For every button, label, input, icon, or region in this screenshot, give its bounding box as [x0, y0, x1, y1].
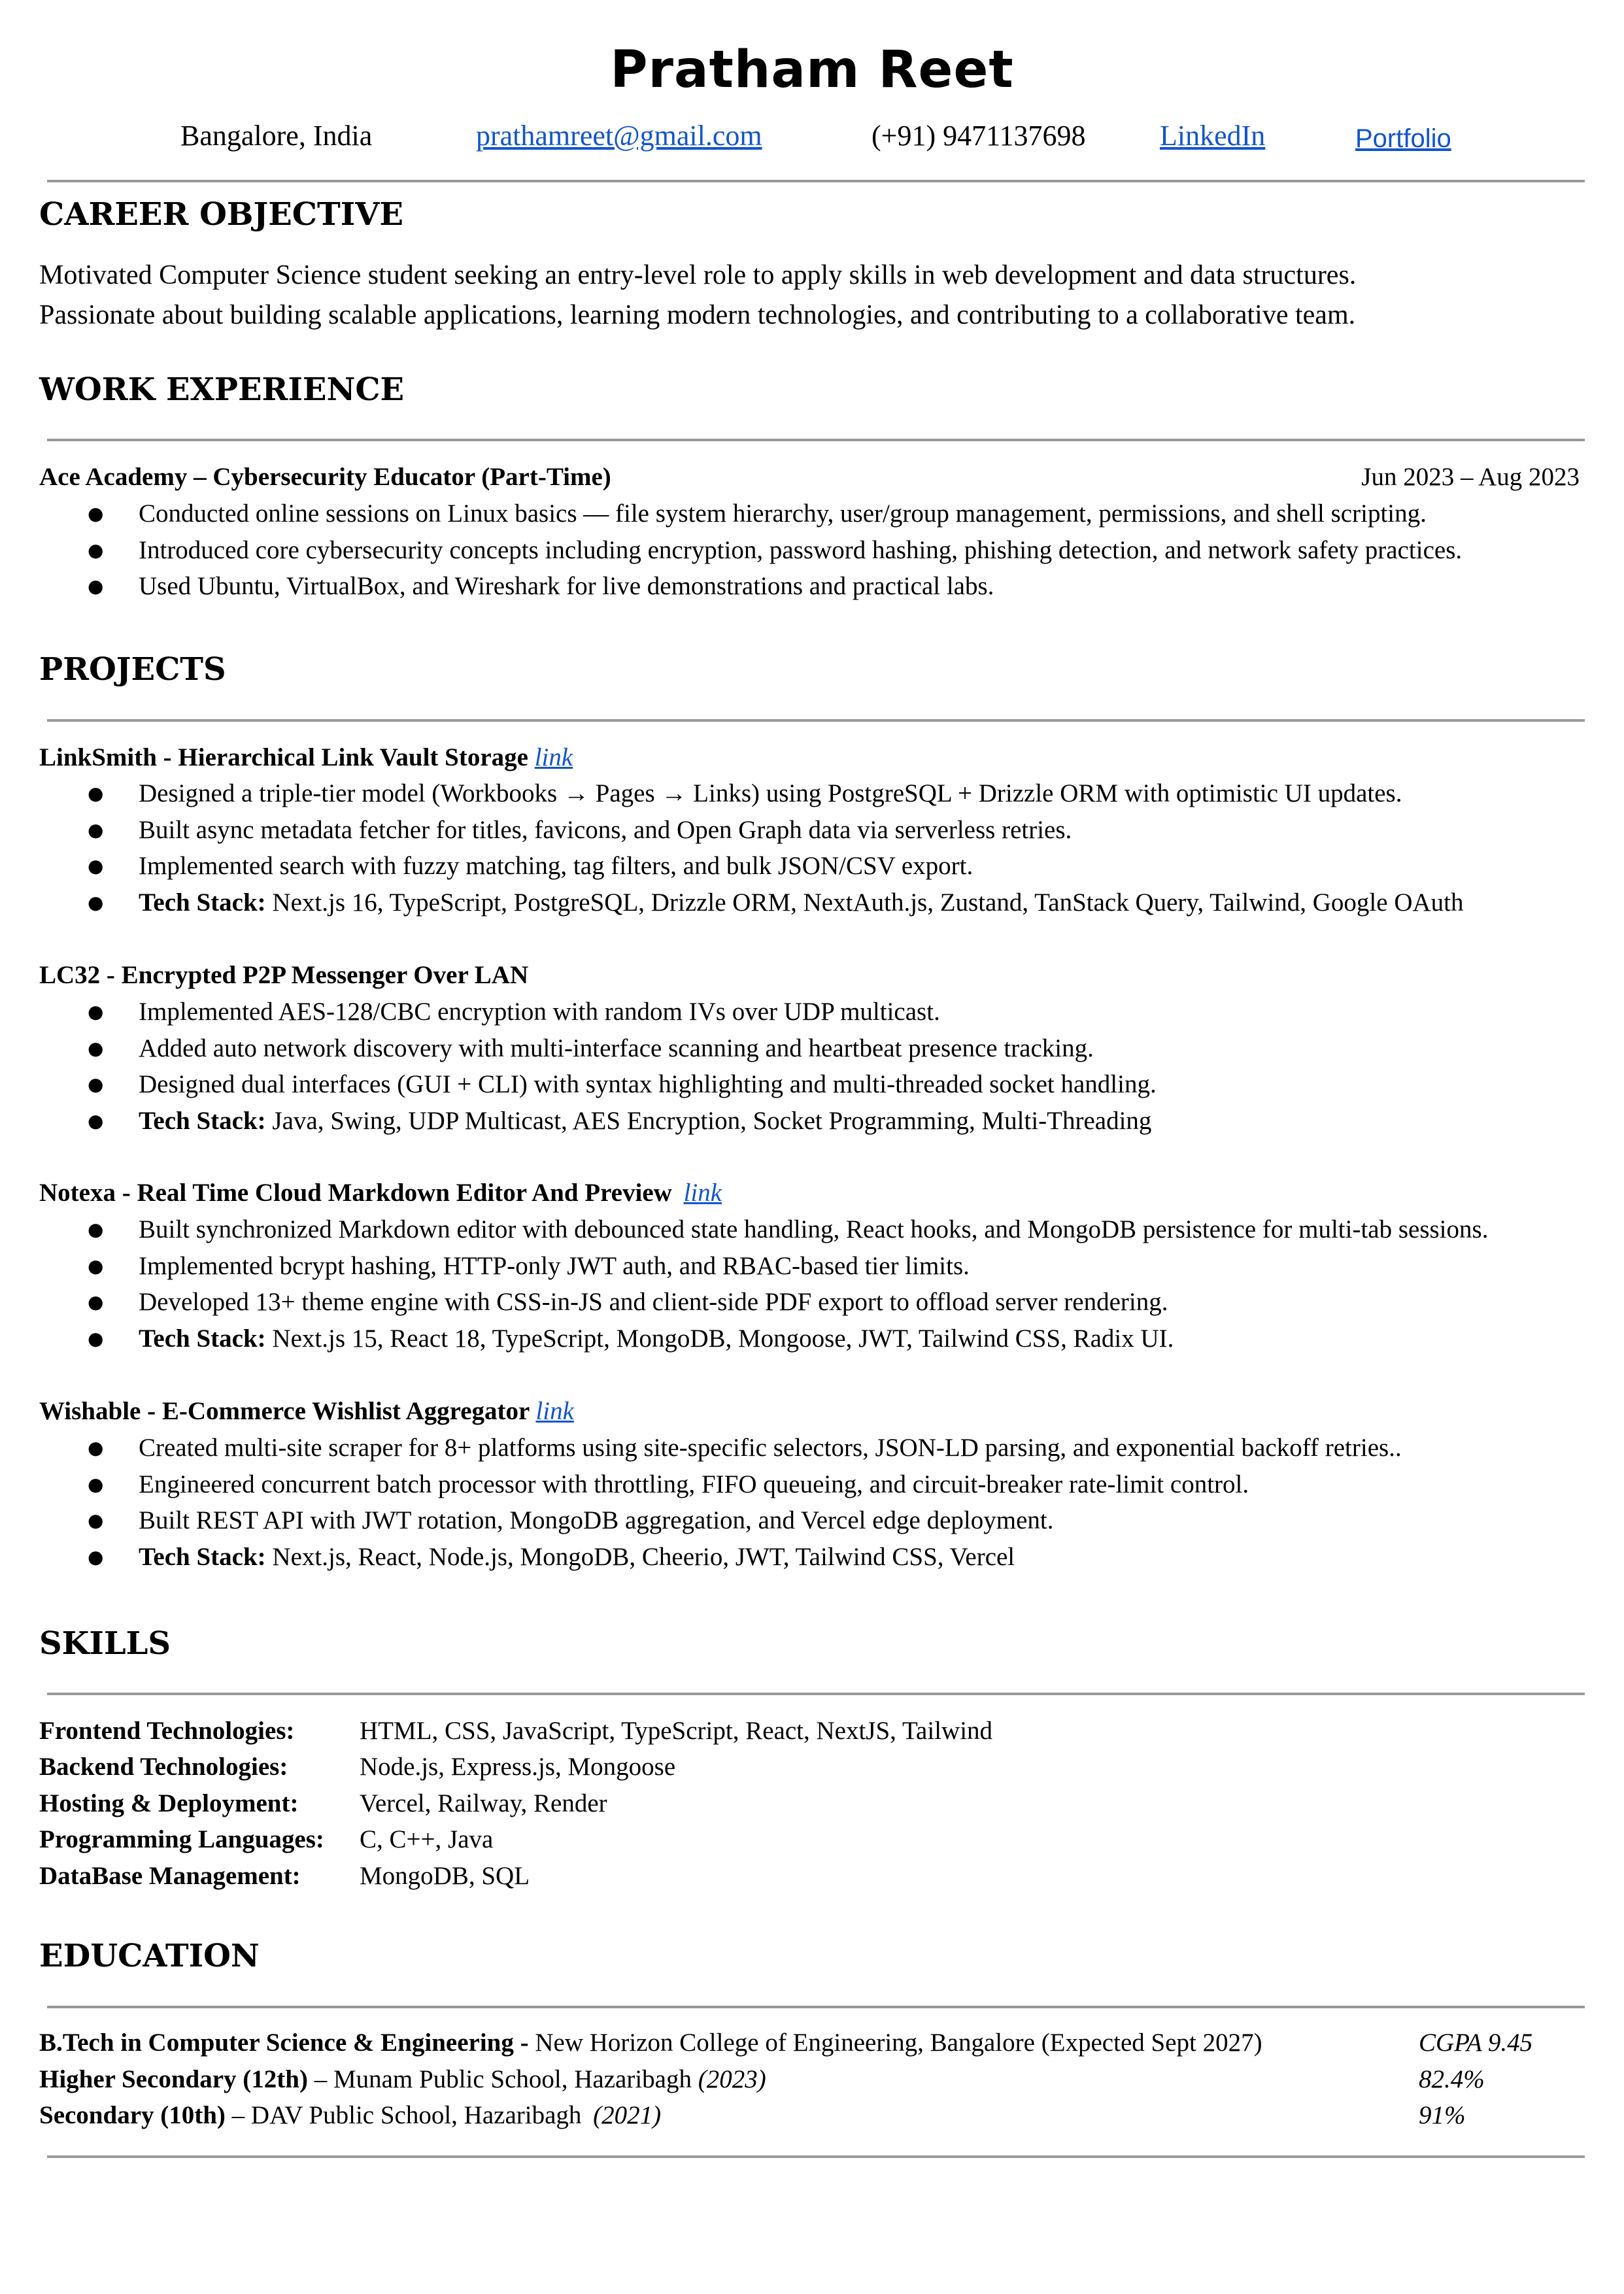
project-title-wishable — [39, 1394, 574, 1428]
skills-heading: SKILLS — [39, 1625, 171, 1662]
project-title-linksmith — [39, 741, 573, 775]
skill-label: Frontend Technologies: — [39, 1717, 295, 1745]
education-grade: 91% — [1419, 2101, 1466, 2129]
list-item: ● Designed dual interfaces (GUI + CLI) with syntax highlighting and multi-threaded socket handling. — [39, 1066, 1621, 1103]
skill-label: Programming Languages: — [39, 1825, 324, 1853]
tech-stack-label: Tech Stack: — [139, 1542, 266, 1571]
skill-label: DataBase Management: — [39, 1862, 301, 1890]
project-title-lc32 — [39, 958, 528, 992]
career-objective-line-2: Passionate about building scalable applications, learning modern technologies, and contributing to a collaborative team. — [39, 300, 1356, 330]
list-item: ● Built synchronized Markdown editor with debounced state handling, React hooks, and MongoDB persistence for multi-tab sessions. — [39, 1211, 1621, 1248]
project-title-text: Wishable - E-Commerce Wishlist Aggregator — [39, 1397, 530, 1425]
tech-stack-value: Next.js 16, TypeScript, PostgreSQL, Drizzle ORM, NextAuth.js, Zustand, TanStack Query, Tailwind, Google OAuth — [272, 888, 1464, 917]
list-item — [39, 1321, 1621, 1357]
skill-row — [39, 1858, 530, 1895]
list-item — [39, 1103, 1621, 1139]
project-link[interactable]: link — [683, 1179, 722, 1207]
footer-divider — [47, 2155, 1585, 2158]
education-row — [39, 2061, 766, 2098]
list-item: ● Introduced core cybersecurity concepts including encryption, password hashing, phishing detection, and network safety practices. — [39, 532, 1621, 569]
job-dates: Jun 2023 – Aug 2023 — [1361, 463, 1580, 491]
project-link[interactable]: link — [534, 743, 573, 771]
job-bullet-list — [39, 496, 1621, 605]
list-item: ● Used Ubuntu, VirtualBox, and Wireshark for live demonstrations and practical labs. — [39, 568, 1621, 605]
candidate-name: Pratham Reet — [610, 41, 1014, 99]
skill-value: HTML, CSS, JavaScript, TypeScript, React, NextJS, Tailwind — [360, 1717, 993, 1745]
education-divider — [47, 2006, 1585, 2008]
education-row — [39, 2097, 661, 2134]
skill-row — [39, 1821, 493, 1858]
degree-name: Secondary (10th) — [39, 2101, 226, 2129]
skill-label: Backend Technologies: — [39, 1753, 288, 1781]
project-bullet-list — [39, 775, 1621, 920]
skill-value: Vercel, Railway, Render — [360, 1789, 607, 1817]
project-bullet-list — [39, 1430, 1621, 1575]
education-year: (2021) — [593, 2101, 662, 2129]
list-item: ● Implemented AES-128/CBC encryption with random IVs over UDP multicast. — [39, 994, 1621, 1030]
tech-stack-label: Tech Stack: — [139, 1106, 266, 1135]
list-item: ● Created multi-site scraper for 8+ platforms using site-specific selectors, JSON-LD parsing, and exponential backoff retries.. — [39, 1430, 1621, 1466]
institution-name: – DAV Public School, Hazaribagh — [231, 2101, 582, 2129]
list-item — [39, 1539, 1621, 1576]
job-title: Ace Academy – Cybersecurity Educator (Part-Time) — [39, 463, 611, 491]
list-item — [39, 885, 1621, 921]
email-link[interactable]: prathamreet@gmail.com — [476, 120, 762, 152]
degree-name: Higher Secondary (12th) — [39, 2065, 308, 2093]
phone-text: (+91) 9471137698 — [871, 120, 1086, 152]
skill-row — [39, 1785, 607, 1822]
project-link[interactable]: link — [535, 1397, 574, 1425]
project-title-notexa — [39, 1176, 722, 1210]
projects-divider — [47, 719, 1585, 722]
skill-label: Hosting & Deployment: — [39, 1789, 299, 1817]
list-item: ● Built REST API with JWT rotation, MongoDB aggregation, and Vercel edge deployment. — [39, 1502, 1621, 1539]
project-title-text: Notexa - Real Time Cloud Markdown Editor And Preview — [39, 1179, 672, 1207]
list-item: ● Implemented search with fuzzy matching, tag filters, and bulk JSON/CSV export. — [39, 848, 1621, 885]
list-item: ● Implemented bcrypt hashing, HTTP-only JWT auth, and RBAC-based tier limits. — [39, 1248, 1621, 1285]
tech-stack-label: Tech Stack: — [139, 1324, 266, 1353]
list-item: ● Engineered concurrent batch processor with throttling, FIFO queueing, and circuit-breaker rate-limit control. — [39, 1466, 1621, 1503]
career-objective-line-1: Motivated Computer Science student seeking an entry-level role to apply skills in web development and data structures. — [39, 260, 1357, 290]
tech-stack-value: Next.js, React, Node.js, MongoDB, Cheerio, JWT, Tailwind CSS, Vercel — [272, 1542, 1015, 1571]
header-divider — [47, 180, 1585, 182]
education-grade: CGPA 9.45 — [1419, 2029, 1533, 2057]
list-item: ● Built async metadata fetcher for titles, favicons, and Open Graph data via serverless retries. — [39, 812, 1621, 849]
skill-row — [39, 1713, 992, 1749]
project-bullet-list — [39, 1211, 1621, 1357]
portfolio-link[interactable]: Portfolio — [1355, 124, 1451, 153]
institution-name: New Horizon College of Engineering, Bangalore (Expected Sept 2027) — [535, 2029, 1262, 2057]
linkedin-link[interactable]: LinkedIn — [1160, 120, 1266, 152]
institution-name: – Munam Public School, Hazaribagh — [314, 2065, 692, 2093]
list-item: ● Conducted online sessions on Linux basics — file system hierarchy, user/group management, permissions, and shell scripting. — [39, 496, 1621, 532]
education-row — [39, 2025, 1262, 2061]
project-bullet-list — [39, 994, 1621, 1139]
list-item: ● Designed a triple-tier model (Workbooks → Pages → Links) using PostgreSQL + Drizzle ORM with optimistic UI updates. — [39, 775, 1621, 812]
skills-divider — [47, 1693, 1585, 1695]
project-title-text: LC32 - Encrypted P2P Messenger Over LAN — [39, 961, 529, 989]
tech-stack-value: Next.js 15, React 18, TypeScript, MongoDB, Mongoose, JWT, Tailwind CSS, Radix UI. — [272, 1324, 1174, 1353]
list-item: ● Added auto network discovery with multi-interface scanning and heartbeat presence tracking. — [39, 1030, 1621, 1067]
education-year: (2023) — [698, 2065, 766, 2093]
tech-stack-value: Java, Swing, UDP Multicast, AES Encryption, Socket Programming, Multi-Threading — [272, 1106, 1152, 1135]
work-experience-divider — [47, 439, 1585, 441]
education-grade: 82.4% — [1419, 2065, 1485, 2093]
skill-row — [39, 1749, 675, 1785]
skill-value: C, C++, Java — [360, 1825, 494, 1853]
location-text: Bangalore, India — [180, 120, 373, 152]
degree-name: B.Tech in Computer Science & Engineering - — [39, 2029, 529, 2057]
work-experience-heading: WORK EXPERIENCE — [39, 371, 405, 408]
tech-stack-label: Tech Stack: — [139, 888, 266, 917]
career-objective-heading: CAREER OBJECTIVE — [39, 196, 403, 233]
list-item: ● Developed 13+ theme engine with CSS-in-JS and client-side PDF export to offload server rendering. — [39, 1284, 1621, 1321]
education-heading: EDUCATION — [39, 1938, 260, 1974]
projects-heading: PROJECTS — [39, 651, 226, 688]
skill-value: MongoDB, SQL — [360, 1862, 530, 1890]
skill-value: Node.js, Express.js, Mongoose — [360, 1753, 676, 1781]
project-title-text: LinkSmith - Hierarchical Link Vault Storage — [39, 743, 528, 771]
